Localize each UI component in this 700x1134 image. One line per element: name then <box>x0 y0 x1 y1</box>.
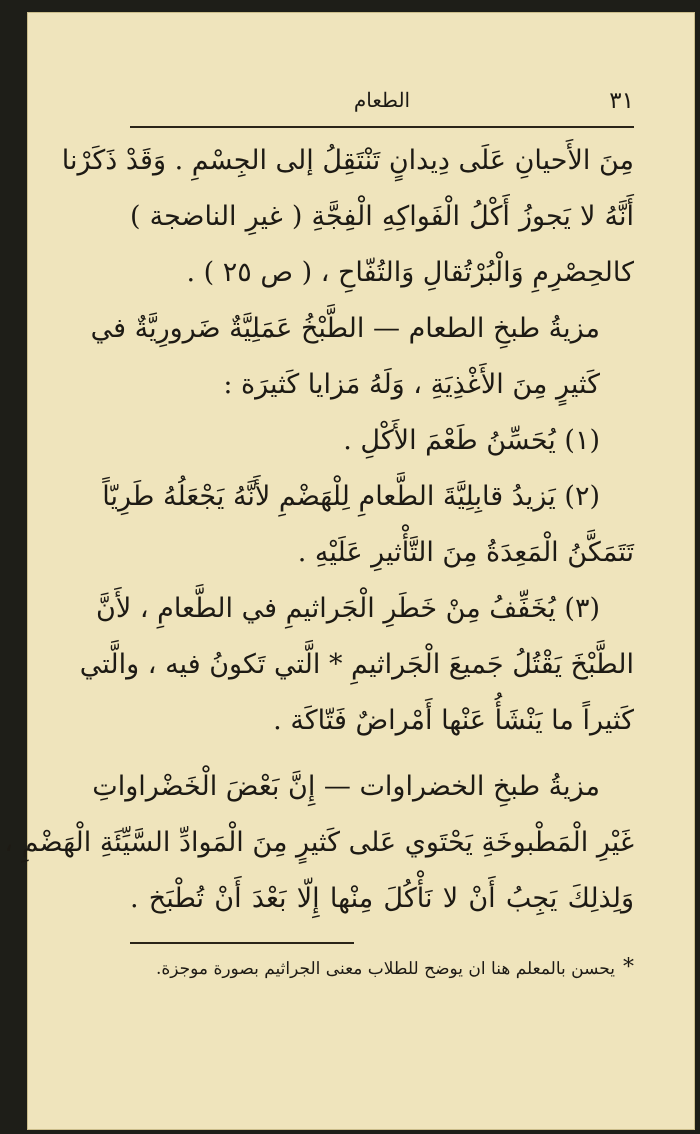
section-heading-line: مزيةُ طبخِ الخضراوات — إِنَّ بَعْضَ الْخَضْراواتِ <box>92 771 600 802</box>
text-line: كَثيرٍ مِنَ الأَغْذِيَةِ ، وَلَهُ مَزايا كَثيرَة : <box>223 369 600 400</box>
header-rule <box>130 126 634 128</box>
text-line: مِنَ الأَحيانِ عَلَى دِيدانٍ تَنْتَقِلُ إلى الجِسْمِ . وَقَدْ ذَكَرْنا <box>61 145 634 176</box>
text-line: أَنَّهُ لا يَجوزُ أَكْلُ الْفَواكِهِ الْفِجَّةِ ( غيرِ الناضجة ) <box>130 201 634 232</box>
text-line: تَتَمَكَّنُ الْمَعِدَةُ مِنَ التَّأْثيرِ عَلَيْهِ . <box>297 537 634 568</box>
text-line: وَلِذلِكَ يَجِبُ أَنْ لا نَأْكُلَ مِنْها إِلّا بَعْدَ أَنْ تُطْبَخ . <box>130 883 634 914</box>
running-title: الطعام <box>353 88 411 112</box>
page-number: ٣١ <box>609 88 634 114</box>
footnote <box>130 955 634 980</box>
text-line: كَثيراً ما يَنْشَأُ عَنْها أَمْراضٌ فَتّاكَة . <box>273 705 634 736</box>
text-line: غَيْرِ الْمَطْبوخَةِ يَحْتَوي عَلى كَثيرٍ مِنَ الْمَوادِّ السَّيِّئَةِ الْهَضْمِ ، <box>4 827 634 858</box>
section-heading-line: مزيةُ طبخِ الطعام — الطَّبْخُ عَمَلِيَّةٌ ضَرورِيَّةٌ في <box>90 313 600 344</box>
body-text <box>4 133 634 927</box>
footnote-mark: * <box>623 955 634 980</box>
list-item: (١) يُحَسِّنُ طَعْمَ الأَكْلِ . <box>343 425 600 456</box>
list-item: (٣) يُخَفِّفُ مِنْ خَطَرِ الْجَراثيمِ في الطَّعامِ ، لأَنَّ <box>96 593 600 624</box>
text-line: كالحِصْرِمِ وَالْبُرْتُقالِ وَالتُفّاحِ ، ( ص ٢٥ ) . <box>186 257 634 288</box>
footnote-text: يحسن بالمعلم هنا ان يوضح للطلاب معنى الجراثيم بصورة موجزة. <box>155 959 615 979</box>
text-line: الطَّبْخَ يَقْتُلُ جَميعَ الْجَراثيمِ * الَّتي تَكونُ فيه ، والَّتي <box>79 649 634 680</box>
footnote-rule <box>130 942 354 944</box>
page-header <box>130 88 634 118</box>
list-item: (٢) يَزيدُ قابِلِيَّةَ الطَّعامِ لِلْهَضْمِ لأَنَّهُ يَجْعَلُهُ طَرِيّاً <box>102 481 600 512</box>
